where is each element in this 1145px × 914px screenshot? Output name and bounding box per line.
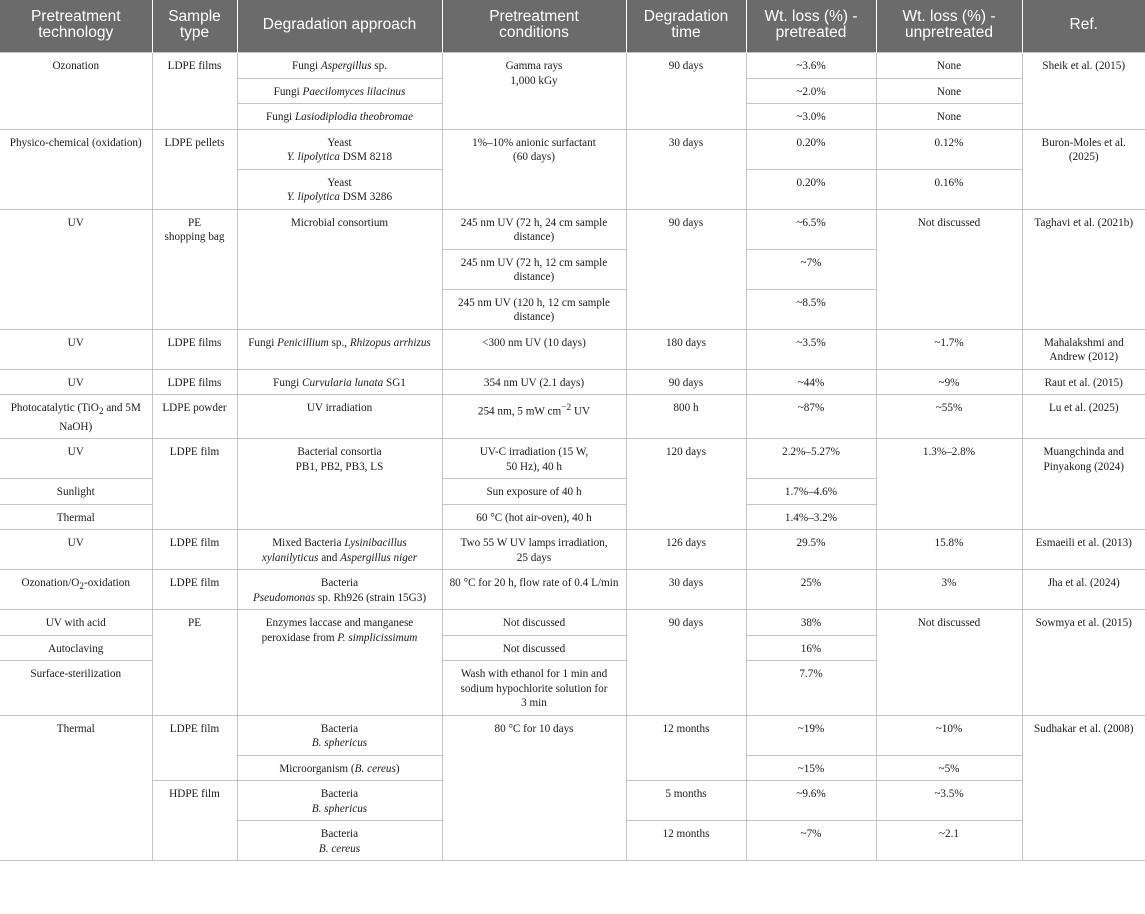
- cell-ref: Taghavi et al. (2021b): [1022, 209, 1145, 329]
- cell-approach: Fungi Paecilomyces lilacinus: [237, 78, 442, 104]
- cell-technology: UV with acid: [0, 610, 152, 636]
- table-row: [0, 329, 1145, 369]
- cell-sample-type: LDPE pellets: [152, 129, 237, 209]
- cell-sample-type: LDPE powder: [152, 395, 237, 439]
- cell-ref: Lu et al. (2025): [1022, 395, 1145, 439]
- col-header-wt-loss-unpretreated: Wt. loss (%) - unpretreated: [876, 0, 1022, 53]
- col-header-degradation-approach: Degradation approach: [237, 0, 442, 53]
- cell-time: 5 months: [626, 781, 746, 821]
- cell-wt-loss-unpretreated: None: [876, 78, 1022, 104]
- cell-wt-loss-pretreated: 38%: [746, 610, 876, 636]
- cell-approach: Fungi Lasiodiplodia theobromae: [237, 104, 442, 130]
- cell-conditions: <300 nm UV (10 days): [442, 329, 626, 369]
- cell-wt-loss-pretreated: 16%: [746, 635, 876, 661]
- cell-ref: Sheik et al. (2015): [1022, 53, 1145, 130]
- cell-wt-loss-pretreated: ~87%: [746, 395, 876, 439]
- table-row: [0, 715, 1145, 755]
- cell-time: 90 days: [626, 53, 746, 130]
- cell-wt-loss-unpretreated: 15.8%: [876, 530, 1022, 570]
- cell-sample-type: LDPE film: [152, 530, 237, 570]
- cell-sample-type: LDPE film: [152, 715, 237, 781]
- cell-time: 12 months: [626, 821, 746, 861]
- cell-wt-loss-unpretreated: ~3.5%: [876, 781, 1022, 821]
- cell-wt-loss-unpretreated: ~55%: [876, 395, 1022, 439]
- cell-wt-loss-unpretreated: 1.3%–2.8%: [876, 439, 1022, 530]
- cell-sample-type: HDPE film: [152, 781, 237, 861]
- cell-ref: Jha et al. (2024): [1022, 570, 1145, 610]
- cell-wt-loss-unpretreated: ~2.1: [876, 821, 1022, 861]
- cell-sample-type: LDPE film: [152, 570, 237, 610]
- cell-sample-type: LDPE films: [152, 329, 237, 369]
- cell-conditions: 245 nm UV (72 h, 24 cm sample distance): [442, 209, 626, 249]
- cell-approach: Bacteria B. cereus: [237, 821, 442, 861]
- cell-wt-loss-unpretreated: ~9%: [876, 369, 1022, 395]
- table-row: [0, 209, 1145, 249]
- cell-technology: UV: [0, 209, 152, 329]
- cell-technology: Surface-sterilization: [0, 661, 152, 716]
- cell-wt-loss-pretreated: ~3.5%: [746, 329, 876, 369]
- cell-wt-loss-unpretreated: ~1.7%: [876, 329, 1022, 369]
- cell-approach: Fungi Penicillium sp., Rhizopus arrhizus: [237, 329, 442, 369]
- cell-technology: UV: [0, 329, 152, 369]
- cell-wt-loss-unpretreated: None: [876, 53, 1022, 79]
- cell-conditions: Two 55 W UV lamps irradiation, 25 days: [442, 530, 626, 570]
- cell-time: 90 days: [626, 209, 746, 329]
- col-header-degradation-time: Degradation time: [626, 0, 746, 53]
- cell-conditions: 354 nm UV (2.1 days): [442, 369, 626, 395]
- cell-conditions: Wash with ethanol for 1 min and sodium hypochlorite solution for 3 min: [442, 661, 626, 716]
- cell-approach: Yeast Y. lipolytica DSM 3286: [237, 169, 442, 209]
- cell-technology: UV: [0, 530, 152, 570]
- cell-conditions: Sun exposure of 40 h: [442, 479, 626, 505]
- cell-wt-loss-pretreated: ~9.6%: [746, 781, 876, 821]
- cell-technology: Physico-chemical (oxidation): [0, 129, 152, 209]
- cell-conditions: 245 nm UV (120 h, 12 cm sample distance): [442, 289, 626, 329]
- cell-wt-loss-pretreated: 1.4%–3.2%: [746, 504, 876, 530]
- cell-wt-loss-unpretreated: 0.16%: [876, 169, 1022, 209]
- cell-wt-loss-unpretreated: Not discussed: [876, 610, 1022, 716]
- cell-conditions: 80 °C for 20 h, flow rate of 0.4 L/min: [442, 570, 626, 610]
- col-header-sample-type: Sample type: [152, 0, 237, 53]
- cell-sample-type: PE shopping bag: [152, 209, 237, 329]
- cell-time: 90 days: [626, 369, 746, 395]
- cell-approach: Bacteria B. sphericus: [237, 715, 442, 755]
- cell-wt-loss-unpretreated: Not discussed: [876, 209, 1022, 329]
- cell-approach: Microorganism (B. cereus): [237, 755, 442, 781]
- cell-wt-loss-unpretreated: None: [876, 104, 1022, 130]
- cell-technology: Ozonation/$O_2$-oxidation: [0, 570, 152, 610]
- cell-wt-loss-unpretreated: 3%: [876, 570, 1022, 610]
- cell-conditions: Gamma rays 1,000 kGy: [442, 53, 626, 130]
- cell-wt-loss-pretreated: 0.20%: [746, 169, 876, 209]
- cell-wt-loss-pretreated: ~19%: [746, 715, 876, 755]
- cell-time: 126 days: [626, 530, 746, 570]
- cell-technology: Ozonation: [0, 53, 152, 130]
- cell-wt-loss-pretreated: 29.5%: [746, 530, 876, 570]
- cell-ref: Raut et al. (2015): [1022, 369, 1145, 395]
- col-header-wt-loss-pretreated: Wt. loss (%) - pretreated: [746, 0, 876, 53]
- col-header-pretreatment-technology: Pretreatment technology: [0, 0, 152, 53]
- table-row: [0, 570, 1145, 610]
- cell-time: 180 days: [626, 329, 746, 369]
- cell-sample-type: PE: [152, 610, 237, 716]
- table-row: [0, 439, 1145, 479]
- table-row: [0, 369, 1145, 395]
- cell-wt-loss-pretreated: ~3.6%: [746, 53, 876, 79]
- cell-time: 120 days: [626, 439, 746, 530]
- cell-wt-loss-unpretreated: ~5%: [876, 755, 1022, 781]
- cell-time: 30 days: [626, 129, 746, 209]
- cell-ref: Muangchinda and Pinyakong (2024): [1022, 439, 1145, 530]
- cell-conditions: 1%–10% anionic surfactant (60 days): [442, 129, 626, 209]
- cell-conditions: UV-C irradiation (15 W, 50 Hz), 40 h: [442, 439, 626, 479]
- cell-technology: Sunlight: [0, 479, 152, 505]
- cell-wt-loss-unpretreated: ~10%: [876, 715, 1022, 755]
- cell-wt-loss-pretreated: ~7%: [746, 249, 876, 289]
- cell-approach: Fungi Curvularia lunata SG1: [237, 369, 442, 395]
- cell-approach: Bacteria Pseudomonas sp. Rh926 (strain 15G3): [237, 570, 442, 610]
- cell-wt-loss-pretreated: 7.7%: [746, 661, 876, 716]
- cell-approach: UV irradiation: [237, 395, 442, 439]
- cell-wt-loss-pretreated: ~3.0%: [746, 104, 876, 130]
- cell-conditions: 254 nm, 5 mW $cm^{-2}$ UV: [442, 395, 626, 439]
- cell-technology: Autoclaving: [0, 635, 152, 661]
- cell-ref: Buron-Moles et al. (2025): [1022, 129, 1145, 209]
- cell-sample-type: LDPE films: [152, 53, 237, 130]
- cell-conditions: 245 nm UV (72 h, 12 cm sample distance): [442, 249, 626, 289]
- cell-conditions: Not discussed: [442, 635, 626, 661]
- cell-technology: UV: [0, 439, 152, 479]
- table-row: [0, 395, 1145, 439]
- cell-approach: Enzymes laccase and manganese peroxidase from P. simplicissimum: [237, 610, 442, 716]
- cell-wt-loss-pretreated: 1.7%–4.6%: [746, 479, 876, 505]
- cell-conditions: 60 °C (hot air-oven), 40 h: [442, 504, 626, 530]
- cell-technology: Thermal: [0, 715, 152, 861]
- cell-time: 800 h: [626, 395, 746, 439]
- cell-wt-loss-pretreated: 0.20%: [746, 129, 876, 169]
- cell-ref: Sudhakar et al. (2008): [1022, 715, 1145, 861]
- cell-sample-type: LDPE film: [152, 439, 237, 530]
- cell-approach: Yeast Y. lipolytica DSM 8218: [237, 129, 442, 169]
- header-row: [0, 0, 1145, 53]
- cell-approach: Bacteria B. sphericus: [237, 781, 442, 821]
- cell-approach: Microbial consortium: [237, 209, 442, 329]
- cell-wt-loss-pretreated: 2.2%–5.27%: [746, 439, 876, 479]
- cell-wt-loss-pretreated: ~7%: [746, 821, 876, 861]
- cell-technology: Thermal: [0, 504, 152, 530]
- table-row: [0, 53, 1145, 79]
- cell-wt-loss-pretreated: ~15%: [746, 755, 876, 781]
- col-header-ref: Ref.: [1022, 0, 1145, 53]
- cell-sample-type: LDPE films: [152, 369, 237, 395]
- table-row: [0, 530, 1145, 570]
- table-row: [0, 610, 1145, 636]
- cell-ref: Esmaeili et al. (2013): [1022, 530, 1145, 570]
- cell-approach: Mixed Bacteria Lysinibacillus xylanilyticus and Aspergillus niger: [237, 530, 442, 570]
- cell-technology: Photocatalytic (TiO$_2$ and 5M NaOH): [0, 395, 152, 439]
- cell-conditions: Not discussed: [442, 610, 626, 636]
- cell-wt-loss-pretreated: ~6.5%: [746, 209, 876, 249]
- cell-approach: Fungi Aspergillus sp.: [237, 53, 442, 79]
- cell-ref: Sowmya et al. (2015): [1022, 610, 1145, 716]
- cell-conditions: 80 °C for 10 days: [442, 715, 626, 861]
- cell-time: 12 months: [626, 715, 746, 781]
- cell-technology: UV: [0, 369, 152, 395]
- table-row: [0, 129, 1145, 169]
- cell-ref: Mahalakshmi and Andrew (2012): [1022, 329, 1145, 369]
- cell-time: 30 days: [626, 570, 746, 610]
- cell-wt-loss-pretreated: ~8.5%: [746, 289, 876, 329]
- cell-wt-loss-pretreated: ~2.0%: [746, 78, 876, 104]
- cell-wt-loss-pretreated: ~44%: [746, 369, 876, 395]
- cell-wt-loss-pretreated: 25%: [746, 570, 876, 610]
- cell-wt-loss-unpretreated: 0.12%: [876, 129, 1022, 169]
- cell-time: 90 days: [626, 610, 746, 716]
- col-header-pretreatment-conditions: Pretreatment conditions: [442, 0, 626, 53]
- cell-approach: Bacterial consortia PB1, PB2, PB3, LS: [237, 439, 442, 530]
